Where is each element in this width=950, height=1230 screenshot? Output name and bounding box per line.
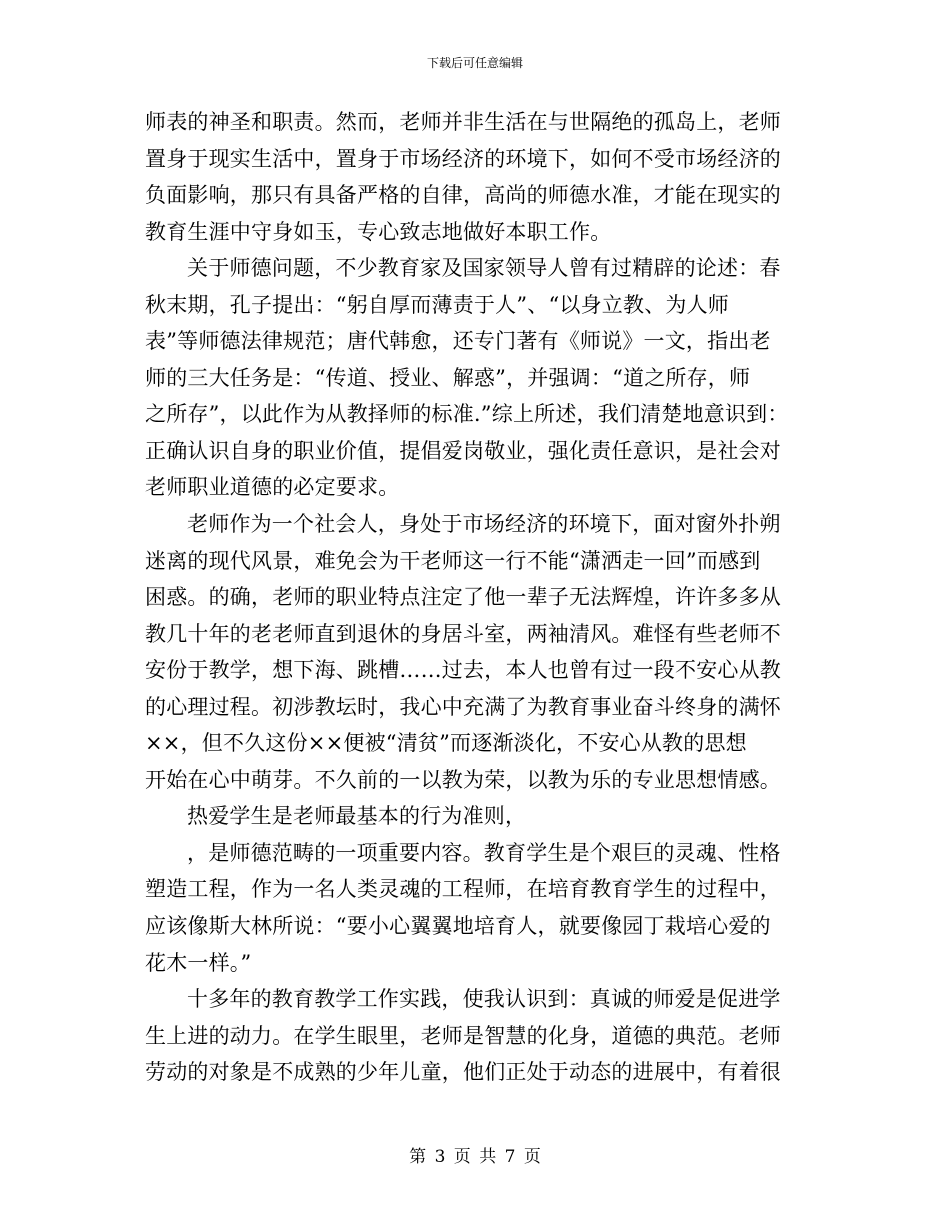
- text-line: 生上进的动力。在学生眼里，老师是智慧的化身，道德的典范。老师: [145, 1023, 781, 1048]
- page-header: 下载后可任意编辑: [426, 56, 523, 70]
- text-line: 正确认识自身的职业价值，提倡爱岗敬业，强化责任意识，是社会对: [145, 438, 781, 463]
- text-line: ××，但不久这份××便被“清贫”而逐渐淡化，不安心从教的思想: [145, 731, 747, 756]
- text-line: 应该像斯大林所说：“要小心翼翼地培育人，就要像园丁栽培心爱的: [145, 914, 771, 939]
- paragraph-first-line: 老师作为一个社会人，身处于市场经济的环境下，面对窗外扑朔: [187, 512, 781, 537]
- text-line: 花木一样。”: [145, 950, 252, 975]
- text-line: 教育生涯中守身如玉，专心致志地做好本职工作。: [145, 219, 612, 244]
- text-line: 师表的神圣和职责。然而，老师并非生活在与世隔绝的孤岛上，老师: [145, 110, 781, 134]
- text-line: 之所存”，以此作为从教择师的标准.”综上所述，我们清楚地意识到：: [145, 402, 789, 427]
- text-line: 师的三大任务是：“传道、授业、解惑”，并强调：“道之所存，师: [145, 365, 751, 390]
- paragraph-first-line: 十多年的教育教学工作实践，使我认识到：真诚的师爱是促进学: [187, 987, 781, 1012]
- text-line: 置身于现实生活中，置身于市场经济的环境下，如何不受市场经济的: [145, 146, 781, 171]
- text-line: 老师职业道德的必定要求。: [145, 475, 400, 500]
- text-line: 表”等师德法律规范；唐代韩愈，还专门著有《师说》一文，指出老: [145, 329, 771, 354]
- text-line: 负面影响，那只有具备严格的自律，高尚的师德水准，才能在现实的: [145, 183, 781, 208]
- document-body: [145, 104, 820, 1091]
- page-number-footer: 第 3 页 共 7 页: [409, 1147, 541, 1167]
- text-line: 秋末期，孔子提出：“躬自厚而薄责于人”、“以身立教、为人师: [145, 292, 730, 317]
- paragraph-first-line: 关于师德问题，不少教育家及国家领导人曾有过精辟的论述：春: [187, 256, 781, 281]
- text-line: 劳动的对象是不成熟的少年儿童，他们正处于动态的进展中，有着很: [145, 1060, 781, 1085]
- text-line: ，是师德范畴的一项重要内容。教育学生是个艰巨的灵魂、性格: [187, 840, 781, 865]
- text-line: 安份于教学，想下海、跳槽……过去，本人也曾有过一段不安心从教: [145, 658, 781, 683]
- text-line: 的心理过程。初涉教坛时，我心中充满了为教育事业奋斗终身的满怀: [145, 694, 781, 719]
- paragraph-first-line: 热爱学生是老师最基本的行为准则，: [187, 804, 527, 829]
- text-line: 开始在心中萌芽。不久前的一以教为荣，以教为乐的专业思想情感。: [145, 767, 781, 792]
- text-line: 塑造工程，作为一名人类灵魂的工程师，在培育教育学生的过程中，: [145, 877, 781, 902]
- text-line: 困惑。的确，老师的职业特点注定了他一辈子无法辉煌，许许多多从: [145, 585, 781, 610]
- text-line: 迷离的现代风景，难免会为干老师这一行不能“潇洒走一回”而感到: [145, 548, 761, 573]
- text-line: 教几十年的老老师直到退休的身居斗室，两袖清风。难怪有些老师不: [145, 621, 781, 646]
